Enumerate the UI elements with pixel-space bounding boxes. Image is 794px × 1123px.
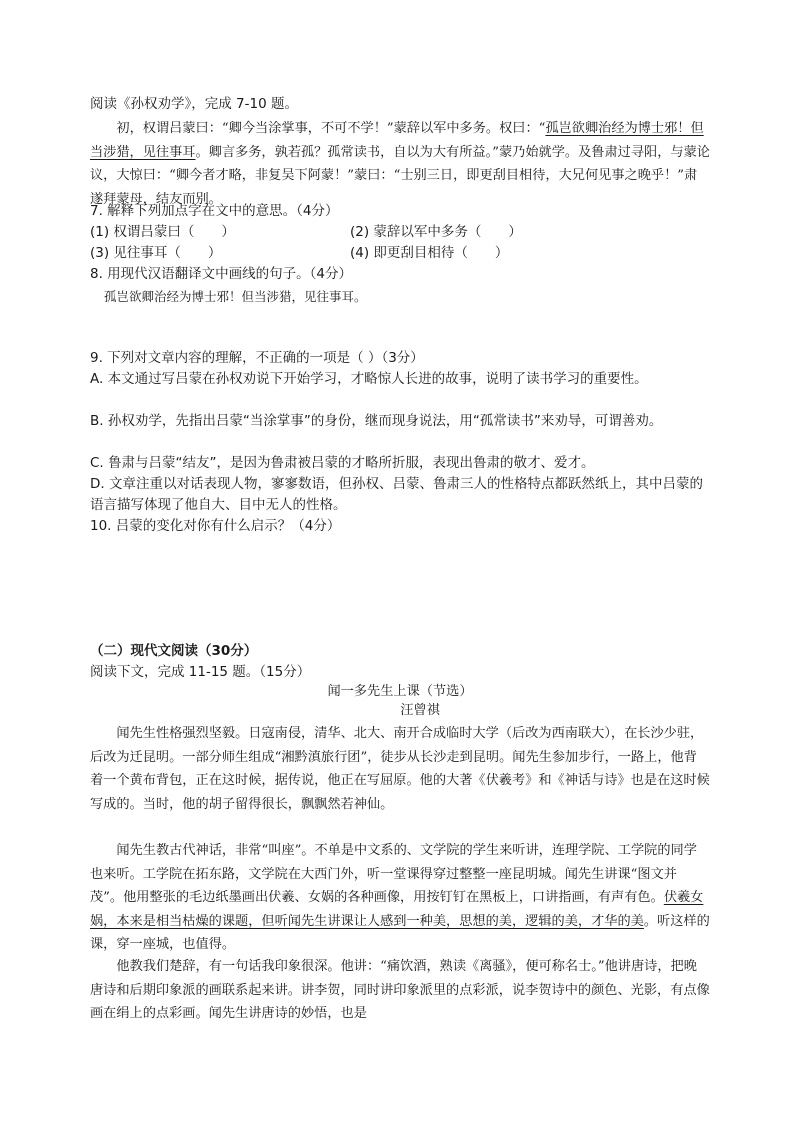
paragraph-2-part-2: 。听这样的课，穿一座城，也值得。 — [90, 913, 710, 952]
classical-passage — [90, 117, 710, 211]
passage-underlined-sentence: 孤岂欲卿治经为博士邪！但当涉猎，见往事耳 — [90, 121, 704, 160]
question-9-option-c: C. 鲁肃与吕蒙“结友”，是因为鲁肃被吕蒙的才略所折服，表现出鲁肃的敬才、爱才。 — [90, 455, 595, 471]
passage-part-1: 初，权谓吕蒙曰：“卿今当涂掌事，不可不学！”蒙辞以军中多务。权曰：“ — [116, 121, 546, 136]
question-9-stem: 9. 下列对文章内容的理解，不正确的一项是（ ）（3分） — [90, 350, 424, 366]
article-paragraph-1: 闻先生性格强烈坚毅。日寇南侵，清华、北大、南开合成临时大学（后改为西南联大），在长沙少驻，后改为迁昆明。一部分师生组成“湘黔滇旅行团”，徒步从长沙走到昆明。闻先生参加步行，一路上，他背着一个黄布背包，正在这时候，据传说，他正在写屈原。他的大著《伏羲考》和《神话与诗》也是在这时候写成的。当时，他的胡子留得很长，飘飘然若神仙。 — [90, 726, 710, 812]
question-7-row-1 — [90, 222, 710, 243]
modern-section-title: （二）现代文阅读（30分） — [90, 643, 258, 659]
question-10-stem: 10. 吕蒙的变化对你有什么启示？（4分） — [90, 518, 341, 534]
question-7-item-4: (4) 即更刮目相待（ ） — [350, 245, 509, 261]
question-7-item-2: (2) 蒙辞以军中多务（ ） — [350, 224, 522, 240]
paragraph-2-underlined-sentence: 伏羲女娲，本来是相当枯燥的课题，但听闻先生讲课让人感到一种美，思想的美，逻辑的美，才华的美 — [90, 890, 704, 929]
passage-part-2: 。卿言多务，孰若孤？孤常读书，自以为大有所益。”蒙乃始就学。及鲁肃过寻阳，与蒙论议，大惊曰：“卿今者才略，非复吴下阿蒙！”蒙曰：“士别三日，即更刮目相待，大兄何见事之晚乎！”肃遂拜蒙母，结友而别。 — [90, 144, 710, 207]
question-8-sentence: 孤岂欲卿治经为博士邪！但当涉猎，见往事耳。 — [104, 289, 367, 304]
question-7-item-3: (3) 见往事耳（ ） — [90, 245, 222, 261]
question-8-stem: 8. 用现代汉语翻译文中画线的句子。（4分） — [90, 266, 353, 282]
article-paragraph-2 — [90, 839, 710, 957]
article-paragraph-3: 他教我们楚辞，有一句话我印象很深。他讲：“痛饮酒，熟读《离骚》，便可称名士。”他讲唐诗，把晚唐诗和后期印象派的画联系起来讲。讲李贺，同时讲印象派里的点彩派，说李贺诗中的颜色、光影，有点像画在绢上的点彩画。闻先生讲唐诗的妙悟，也是 — [90, 959, 710, 1021]
paragraph-2-part-1: 闻先生教古代神话，非常“叫座”。不单是中文系的、文学院的学生来听讲，连理学院、工学院的同学也来听。工学院在拓东路，文学院在大西门外，听一堂课得穿过整整一座昆明城。闻先生讲课“图文并茂”。他用整张的毛边纸墨画出伏羲、女娲的各种画像，用按钉钉在黑板上，口讲指画，有声有色。 — [90, 843, 697, 905]
article-title: 闻一多先生上课（节选） — [327, 684, 473, 699]
article-author: 汪曾祺 — [400, 703, 440, 718]
classical-reading-heading: 阅读《孙权劝学》，完成 7-10 题。 — [90, 96, 298, 112]
question-9-option-d: D. 文章注重以对话表现人物，寥寥数语，但孙权、吕蒙、鲁肃三人的性格特点都跃然纸上，其中吕蒙的语言描写体现了他自大、目中无人的性格。 — [90, 476, 703, 513]
question-7-stem: 7. 解释下列加点字在文中的意思。（4分） — [90, 203, 339, 219]
question-7-item-1: (1) 权谓吕蒙曰（ ） — [90, 224, 235, 240]
modern-instruction: 阅读下文，完成 11-15 题。（15分） — [90, 664, 311, 680]
question-9-option-a: A. 本文通过写吕蒙在孙权劝说下开始学习，才略惊人长进的故事，说明了读书学习的重要性。 — [90, 371, 648, 387]
question-7-row-2 — [90, 243, 710, 264]
question-9-option-b: B. 孙权劝学，先指出吕蒙“当涂掌事”的身份，继而现身说法，用“孤常读书”来劝导，可谓善劝。 — [90, 413, 663, 429]
